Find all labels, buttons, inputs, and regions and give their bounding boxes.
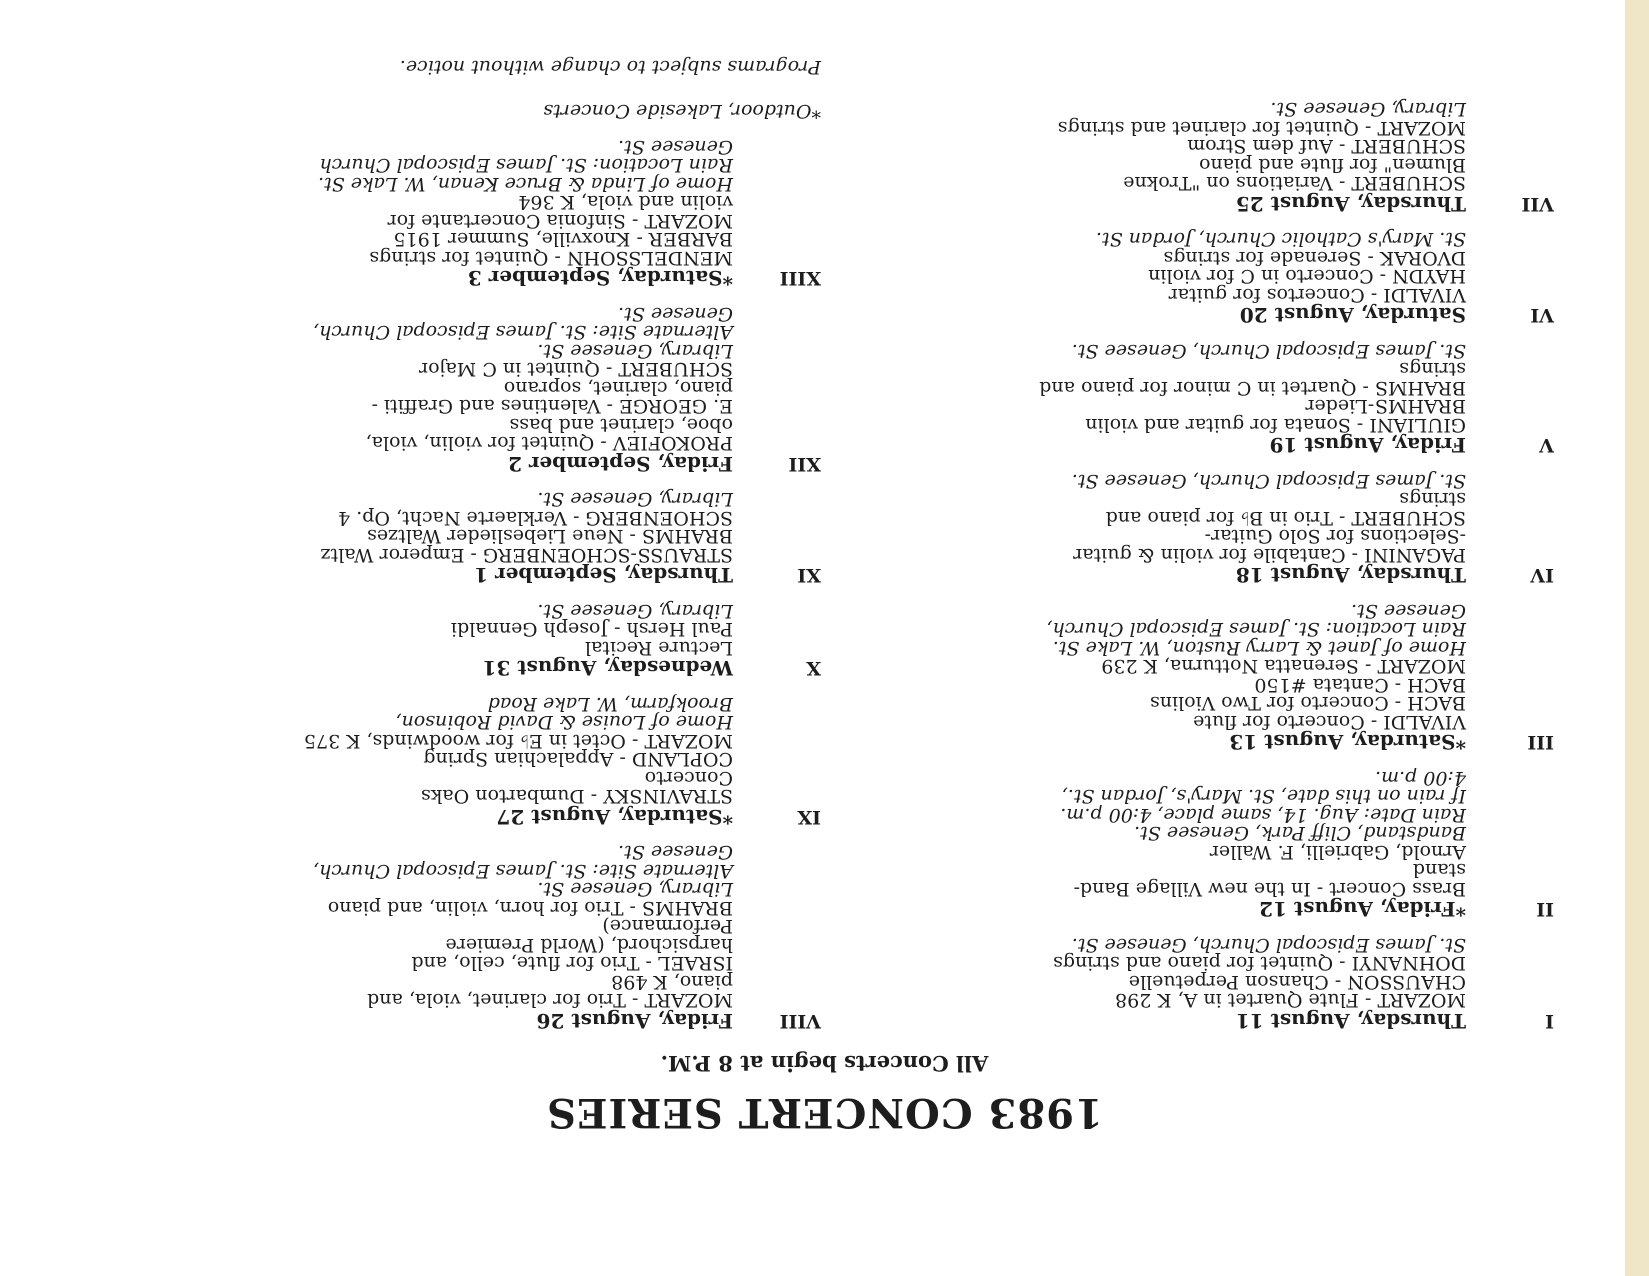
concert-number: VII	[1521, 193, 1554, 215]
right-column	[161, 32, 821, 1031]
concert-date: *Friday, August 12	[1259, 897, 1466, 922]
concert-number: IX	[797, 806, 821, 828]
program-line: piano, clarinet, soprano	[503, 377, 733, 399]
program-line: strings	[1399, 488, 1466, 511]
concert-location: Library, Genesee St.	[537, 878, 733, 901]
concert-number: III	[1527, 731, 1554, 754]
program-line: SCHUBERT - Auf dem Strom	[1187, 135, 1466, 158]
concert-date: Saturday, August 20	[1239, 303, 1466, 328]
concert-entry	[814, 600, 1554, 755]
program-line: STRAUSS-SCHOENBERG - Emperor Waltz	[320, 544, 733, 566]
program-line: strings	[1399, 358, 1466, 381]
concert-location: Library, Genesee St.	[537, 488, 733, 511]
concert-date: Thursday, August 18	[1235, 563, 1466, 588]
concert-number: V	[1539, 434, 1554, 457]
right-concerts	[161, 138, 821, 1031]
concert-entry	[161, 841, 821, 1033]
concert-location: St. James Episcopal Church, Genesee St.	[1071, 934, 1466, 956]
concert-date: Thursday, August 11	[1235, 1009, 1466, 1033]
program-line: E. GEORGE - Valentines and Graffiti -	[371, 395, 733, 418]
page-title: 1983 CONCERT SERIES	[546, 1089, 1103, 1136]
program-line: HAYDN - Concerto in C for violin	[1148, 265, 1466, 288]
program-line: Performance)	[602, 915, 733, 938]
program-line: SCHUBERT - Trio in B♭ for piano and	[1105, 507, 1466, 529]
notes	[161, 58, 821, 121]
program-line: Lecture Recital	[584, 637, 733, 659]
program-line: MOZART - Serenatta Notturna, K 239	[1101, 655, 1466, 678]
concert-entry	[161, 488, 821, 588]
concert-entry	[814, 767, 1554, 922]
concert-location: Alternate Site: St. James Episcopal Church,	[313, 860, 733, 882]
concert-location: Genesee St.	[1351, 600, 1466, 622]
concert-date: *Saturday, August 27	[496, 805, 733, 829]
concert-number: VI	[1530, 304, 1554, 327]
program-line: BACH - Concerto for Two Violins	[1150, 692, 1466, 715]
concert-date: Thursday, August 25	[1235, 192, 1466, 216]
program-line: CHAUSSON - Chanson Perpetuelle	[1128, 971, 1466, 993]
concert-date: Wednesday, August 31	[482, 656, 733, 681]
program-line: MOZART - Sinfonia Concertante for	[387, 210, 733, 232]
concert-number: XI	[797, 564, 821, 587]
concert-date: Friday, August 26	[536, 1009, 733, 1033]
concert-location: Genesee St.	[618, 841, 733, 864]
concert-location: St. James Episcopal Church, Genesee St.	[1071, 340, 1466, 362]
concert-entry	[161, 305, 821, 474]
concert-location: 4:00 p.m.	[1375, 767, 1466, 789]
concert-location: Rain Location: St. James Episcopal Church	[319, 154, 733, 177]
concert-entry	[814, 470, 1554, 588]
concert-location: Alternate Site: St. James Episcopal Church,	[313, 321, 733, 344]
program-line: Blumen" for flute and piano	[1199, 154, 1466, 176]
concert-location: If rain on this date, St. Mary's, Jordan St.,	[1061, 785, 1466, 808]
program-line: violin and viola, K 364	[518, 191, 733, 214]
program-line: BRAHMS - Trio for horn, violin, and piano	[327, 897, 733, 919]
concert-entry	[814, 936, 1554, 1031]
program-line: COPLAND - Appalachian Spring	[423, 748, 733, 771]
concert-number: X	[806, 657, 821, 680]
concert-location: Library, Genesee St.	[537, 600, 733, 622]
program-line: BRAHMS - Quartet in C minor for piano and	[1039, 377, 1466, 399]
concert-location: St. James Episcopal Church, Genesee St.	[1071, 470, 1466, 492]
concert-location: Rain Date: Aug. 14, same place, 4:00 p.m.	[1060, 804, 1466, 826]
concert-number: IV	[1530, 564, 1554, 587]
concert-entry	[814, 98, 1554, 216]
concert-location: Genesee St.	[618, 136, 733, 158]
program-line: VIVALDI - Concerto for flute	[1193, 711, 1466, 733]
concert-number: II	[1536, 898, 1554, 921]
program-line: harpsichord, (World Premiere	[445, 934, 733, 956]
program-line: MOZART - Octet in E♭ for woodwinds, K 375	[303, 730, 733, 752]
program-line: MOZART - Flute Quartet in A, K 298	[1115, 989, 1466, 1012]
program-line: -Selections for Solo Guitar-	[1204, 525, 1466, 548]
program-line: Arnold, Gabrielli, F. Waller	[1209, 841, 1466, 863]
program-line: DOHNANYI - Quintet for piano and strings	[1053, 952, 1466, 975]
concert-location: Brookfarm, W. Lake Road	[487, 693, 733, 715]
program-line: PROKOFIEV - Quintet for violin, viola,	[365, 432, 733, 455]
program-line: Brass Concert - In the new Village Band-	[1073, 878, 1466, 900]
program-line: piano, K 498	[611, 971, 733, 993]
program-line: VIVALDI - Concertos for guitar	[1168, 284, 1466, 306]
concert-entry	[814, 340, 1554, 458]
concert-location: St. Mary's Catholic Church, Jordan St.	[1096, 228, 1466, 251]
concert-date: *Saturday, September 3	[467, 266, 733, 291]
concert-number: XII	[788, 453, 821, 475]
concert-location: Home of Louise & David Robinson,	[395, 711, 733, 734]
concert-entry	[161, 136, 821, 291]
program-line: MOZART - Trio for clarinet, viola, and	[367, 989, 733, 1012]
concert-date: Thursday, September 1	[474, 563, 733, 588]
program-line: Concerto	[644, 767, 733, 789]
program-line: ISRAEL - Trio for flute, cello, and	[411, 952, 733, 975]
concert-entry	[161, 600, 821, 681]
program-line: stand	[1412, 859, 1466, 882]
program-line: MOZART - Quintet for clarinet and strings	[1057, 117, 1466, 139]
concert-location: Home of Linda & Bruce Kenan, W. Lake St.	[318, 173, 733, 195]
concert-location: Genesee St.	[618, 303, 733, 325]
program-line: Paul Hersh - Joseph Gennaldi	[450, 618, 733, 641]
concert-date: Friday, September 2	[508, 452, 733, 476]
change-notice: Programs subject to change without notice.	[399, 56, 821, 78]
concert-date: Friday, August 19	[1269, 433, 1466, 458]
concert-location: Library, Genesee St.	[1270, 98, 1466, 121]
program-line: SCHUBERT - Quintet in C Major	[419, 358, 733, 381]
concert-location: Rain Location: St. James Episcopal Church,	[1046, 618, 1466, 641]
page-subtitle: All Concerts begin at 8 P.M.	[660, 1051, 989, 1076]
program-line: DVORAK - Serenade for strings	[1163, 247, 1466, 269]
concert-location: Home of Janet & Larry Ruston, W. Lake St.	[1052, 637, 1466, 659]
program-line: GIULIANI - Sonata for guitar and violin	[1085, 414, 1466, 436]
program-line: BRAHMS-Lieder	[1305, 395, 1466, 418]
program-line: BRAHMS - Neue Liebeslieder Waltzes	[367, 525, 733, 548]
program-line: MENDELSSOHN - Quintet for strings	[369, 247, 733, 269]
program-line: PAGANINI - Cantabile for violin & guitar	[1073, 544, 1466, 566]
program-line: SCHUBERT - Variations on "Trokne	[1123, 172, 1466, 195]
program-line: STRAVINSKY - Dumbarton Oaks	[421, 785, 733, 808]
concert-entry	[161, 695, 821, 827]
left-column	[814, 83, 1554, 1033]
concert-location: Library, Genesee St.	[537, 340, 733, 362]
concert-entry	[814, 228, 1554, 328]
concert-location: Bandstand, Cliff Park, Genesee St.	[1134, 822, 1466, 845]
program-line: BACH - Cantata #150	[1254, 674, 1466, 696]
concert-number: XIII	[779, 267, 821, 290]
program-line: BARBER - Knoxville, Summer 1915	[393, 228, 733, 251]
program-line: SCHOENBERG - Verklaerte Nacht, Op. 4	[338, 507, 733, 529]
concert-number: VIII	[779, 1010, 821, 1032]
outdoor-note: *Outdoor, Lakeside Concerts	[543, 100, 821, 123]
program-line: oboe, clarinet and bass	[509, 414, 733, 436]
concert-number: I	[1545, 1010, 1554, 1032]
concert-date: *Saturday, August 13	[1229, 730, 1466, 755]
